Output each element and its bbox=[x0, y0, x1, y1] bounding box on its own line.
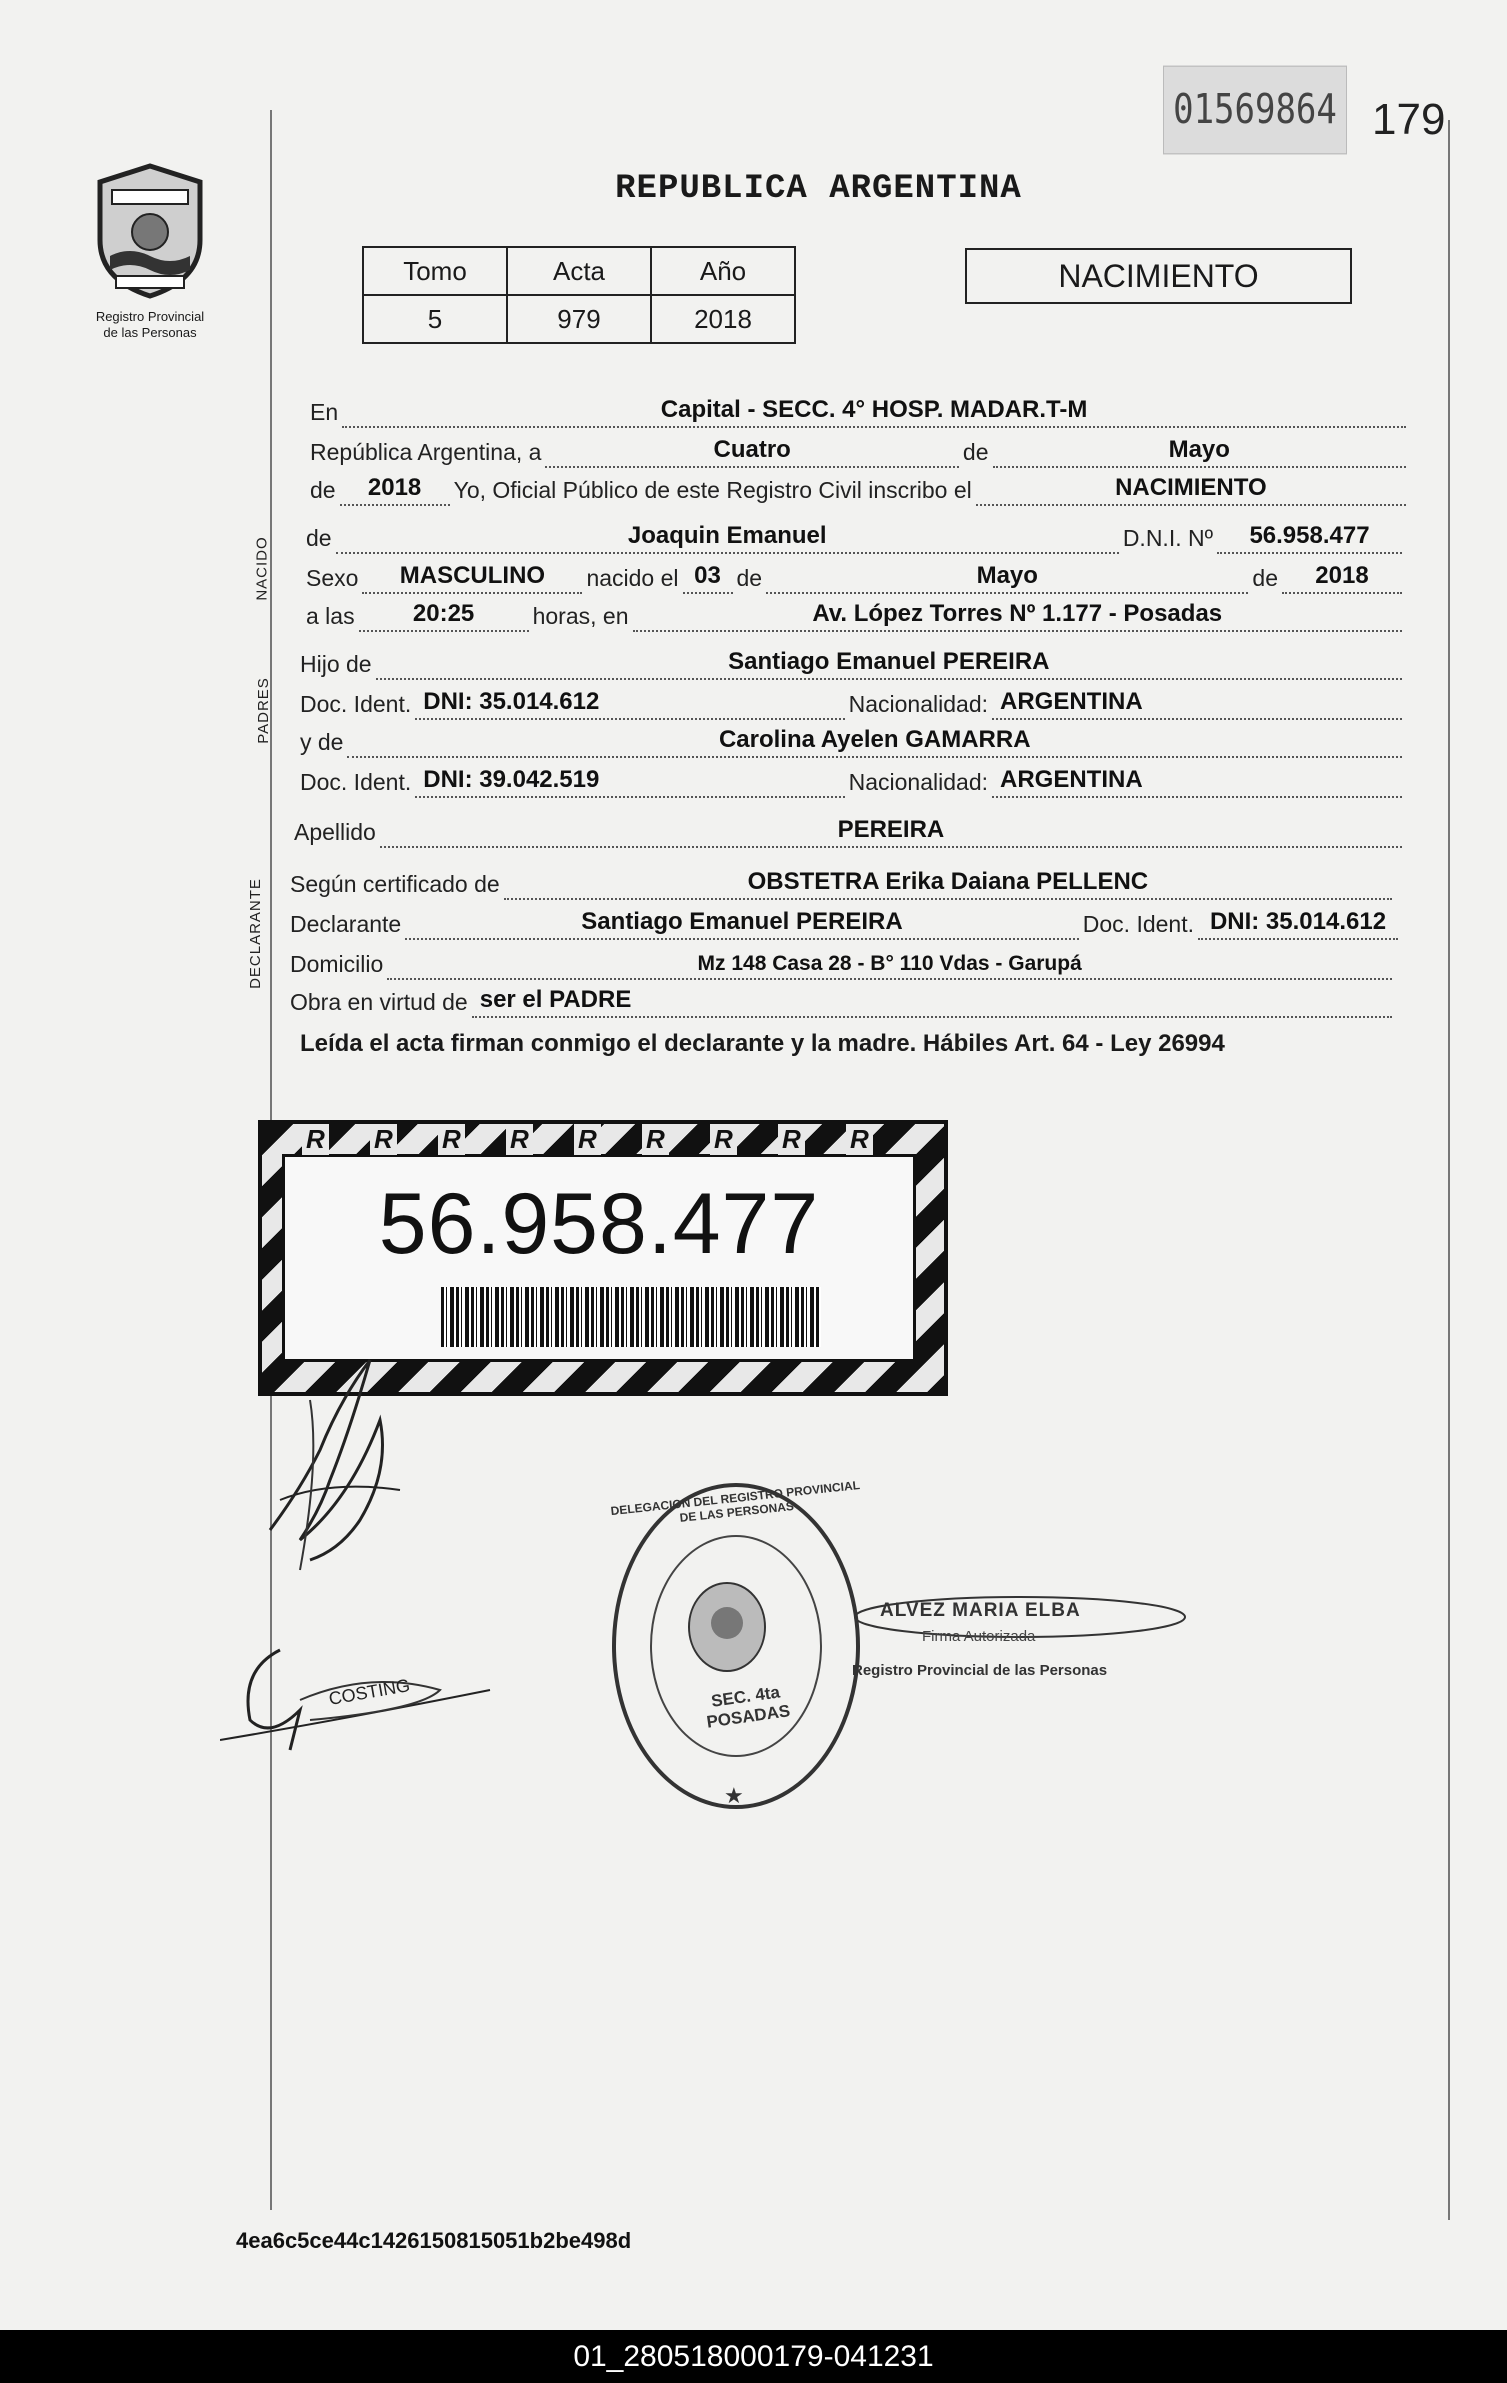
en-field bbox=[342, 396, 1406, 428]
signature2-text: COSTING bbox=[327, 1675, 412, 1709]
nacido-el-label: nacido el bbox=[586, 565, 679, 591]
logo-caption-line1: Registro Provincial bbox=[95, 309, 205, 324]
official-stamp bbox=[609, 1477, 861, 1809]
de-label-2: de bbox=[736, 565, 763, 591]
nacido-section-label: NACIDO bbox=[253, 536, 271, 601]
serial-number: 01569864 bbox=[1163, 66, 1347, 155]
obra-value: ser el PADRE bbox=[479, 986, 632, 1013]
decl-field bbox=[405, 908, 1079, 940]
hijo-label: Hijo de bbox=[300, 651, 372, 677]
padres-line-doc2 bbox=[300, 758, 1406, 798]
en-value: Capital - SECC. 4° HOSP. MADAR.T-M bbox=[660, 396, 1088, 423]
logo-caption-line2: de las Personas bbox=[103, 325, 197, 340]
month-field bbox=[993, 436, 1406, 468]
cert-field bbox=[504, 868, 1392, 900]
decl-doc-field bbox=[1198, 908, 1398, 940]
nacido-line-name bbox=[306, 514, 1406, 554]
value-anio: 2018 bbox=[651, 295, 795, 343]
decl-doc-value: DNI: 35.014.612 bbox=[1209, 908, 1387, 935]
stamp-emblem-icon bbox=[682, 1577, 772, 1677]
stamp-star-icon: ★ bbox=[724, 1783, 744, 1808]
intro-line-republica bbox=[310, 428, 1410, 468]
doc2-label: Doc. Ident. bbox=[300, 769, 412, 795]
apellido-field bbox=[380, 816, 1402, 848]
birth-year-value: 2018 bbox=[1315, 562, 1369, 589]
sticker-pattern-letter: R bbox=[370, 1124, 397, 1155]
place-value: Av. López Torres Nº 1.177 - Posadas bbox=[812, 600, 1223, 627]
stamp-inner-text: SEC. 4ta POSADAS bbox=[705, 1682, 792, 1732]
time-value: 20:25 bbox=[412, 600, 475, 627]
obra-label: Obra en virtud de bbox=[290, 989, 468, 1015]
sticker-pattern-letter: R bbox=[302, 1124, 329, 1155]
sticker-pattern-letter: R bbox=[438, 1124, 465, 1155]
dni-label: D.N.I. Nº bbox=[1122, 525, 1213, 551]
record-type-box: NACIMIENTO bbox=[965, 248, 1352, 304]
day-value: Cuatro bbox=[713, 436, 791, 463]
dni-field bbox=[1217, 522, 1402, 554]
value-acta: 979 bbox=[507, 295, 651, 343]
nac2-value: ARGENTINA bbox=[1000, 766, 1143, 793]
de-label-3: de bbox=[1252, 565, 1278, 591]
father-value: Santiago Emanuel PEREIRA bbox=[728, 648, 1050, 675]
intro-line-en bbox=[310, 388, 1410, 428]
sticker-pattern-letter: R bbox=[846, 1124, 873, 1155]
dom-label: Domicilio bbox=[290, 951, 384, 977]
declarante-line-obra bbox=[290, 978, 1396, 1018]
padres-line-doc1 bbox=[300, 680, 1406, 720]
authority-name: ALVEZ MARIA ELBA bbox=[880, 1600, 1081, 1621]
month-value: Mayo bbox=[1168, 436, 1230, 463]
birth-day-value: 03 bbox=[694, 562, 721, 589]
declarante-line-name bbox=[290, 900, 1402, 940]
mother-field bbox=[347, 726, 1402, 758]
intro-line-year bbox=[310, 466, 1410, 506]
yo-text: Yo, Oficial Público de este Registro Civil inscribo el bbox=[453, 477, 972, 503]
record-table bbox=[362, 246, 796, 344]
sexo-field bbox=[362, 562, 582, 594]
right-margin-line bbox=[1448, 120, 1450, 2220]
nac1-label: Nacionalidad: bbox=[848, 691, 988, 717]
day-field bbox=[545, 436, 958, 468]
stamp-inner-ring bbox=[650, 1535, 822, 1757]
doc1-value: DNI: 35.014.612 bbox=[423, 688, 600, 715]
padres-section-label: PADRES bbox=[254, 677, 272, 744]
barcode-icon bbox=[441, 1287, 821, 1347]
en-label: En bbox=[310, 399, 339, 425]
signature-madre-icon bbox=[220, 1630, 500, 1780]
de2-label: de bbox=[310, 477, 336, 503]
sticker-pattern-letter: R bbox=[642, 1124, 669, 1155]
decl-value: Santiago Emanuel PEREIRA bbox=[581, 908, 903, 935]
apellido-label: Apellido bbox=[294, 819, 376, 845]
sticker-number: 56.958.477 bbox=[378, 1176, 820, 1272]
dom-value: Mz 148 Casa 28 - B° 110 Vdas - Garupá bbox=[697, 952, 1082, 975]
a-las-label: a las bbox=[306, 603, 355, 629]
nacido-line-time bbox=[306, 592, 1406, 632]
time-field bbox=[359, 600, 529, 632]
header-acta: Acta bbox=[507, 247, 651, 295]
doc2-value: DNI: 39.042.519 bbox=[423, 766, 600, 793]
sticker-pattern-letter: R bbox=[778, 1124, 805, 1155]
value-tomo: 5 bbox=[363, 295, 507, 343]
horas-label: horas, en bbox=[532, 603, 629, 629]
declarante-line-cert bbox=[290, 860, 1396, 900]
birth-year-field bbox=[1282, 562, 1402, 594]
name-value: Joaquin Emanuel bbox=[627, 522, 827, 549]
decl-doc-label: Doc. Ident. bbox=[1082, 911, 1194, 937]
sticker-pattern-letter: R bbox=[710, 1124, 737, 1155]
padres-line-madre bbox=[300, 718, 1406, 758]
closing-text: Leída el acta firman conmigo el declarante y la madre. Hábiles Art. 64 - Ley 26994 bbox=[300, 1030, 1225, 1057]
mother-value: Carolina Ayelen GAMARRA bbox=[718, 726, 1031, 753]
inscribe-value: NACIMIENTO bbox=[1115, 474, 1267, 501]
nac1-field bbox=[992, 688, 1402, 720]
nac1-value: ARGENTINA bbox=[1000, 688, 1143, 715]
authority-org: Registro Provincial de las Personas bbox=[852, 1662, 1108, 1679]
republica-label: República Argentina, a bbox=[310, 439, 542, 465]
birth-day-field bbox=[683, 562, 733, 594]
document-title: REPUBLICA ARGENTINA bbox=[615, 170, 1022, 208]
obra-field bbox=[472, 986, 1392, 1018]
father-field bbox=[376, 648, 1402, 680]
dni-value: 56.958.477 bbox=[1249, 522, 1370, 549]
doc1-label: Doc. Ident. bbox=[300, 691, 412, 717]
sticker-pattern-letter: R bbox=[506, 1124, 533, 1155]
nac2-field bbox=[992, 766, 1402, 798]
dom-field bbox=[387, 948, 1392, 980]
sexo-value: MASCULINO bbox=[399, 562, 546, 589]
birth-month-value: Mayo bbox=[976, 562, 1038, 589]
stamp-outer-text: DELEGACION DEL REGISTRO PROVINCIAL DE LAS PERSONAS bbox=[609, 1477, 861, 1525]
de-label: de bbox=[962, 439, 989, 465]
document-hash: 4ea6c5ce44c1426150815051b2be498d bbox=[236, 2228, 632, 2253]
nacido-line-sexo bbox=[306, 554, 1406, 594]
yde-label: y de bbox=[300, 729, 344, 755]
padres-line-hijo bbox=[300, 640, 1406, 680]
declarante-section-label: DECLARANTE bbox=[246, 878, 264, 989]
doc2-field bbox=[415, 766, 844, 798]
declarante-line-domicilio bbox=[290, 940, 1396, 980]
sticker-pattern-letter: R bbox=[574, 1124, 601, 1155]
header-anio: Año bbox=[651, 247, 795, 295]
signature-declarante-icon bbox=[260, 1340, 420, 1580]
year-field bbox=[340, 474, 450, 506]
nac2-label: Nacionalidad: bbox=[848, 769, 988, 795]
birth-month-field bbox=[766, 562, 1248, 594]
apellido-line bbox=[294, 808, 1406, 848]
cert-label: Según certificado de bbox=[290, 871, 500, 897]
header-tomo: Tomo bbox=[363, 247, 507, 295]
footer-filename: 01_280518000179-041231 bbox=[0, 2330, 1507, 2383]
doc1-field bbox=[415, 688, 844, 720]
name-field bbox=[336, 522, 1119, 554]
inscribe-field bbox=[976, 474, 1406, 506]
dni-sticker-label bbox=[282, 1154, 916, 1362]
cert-value: OBSTETRA Erika Daiana PELLENC bbox=[747, 868, 1149, 895]
decl-label: Declarante bbox=[290, 911, 402, 937]
nacido-de-label: de bbox=[306, 525, 332, 551]
apellido-value: PEREIRA bbox=[837, 816, 945, 843]
sexo-label: Sexo bbox=[306, 565, 359, 591]
place-field bbox=[633, 600, 1403, 632]
page-number: 179 bbox=[1372, 95, 1446, 144]
year-value: 2018 bbox=[367, 474, 422, 501]
authority-role: Firma Autorizada bbox=[922, 1628, 1036, 1645]
